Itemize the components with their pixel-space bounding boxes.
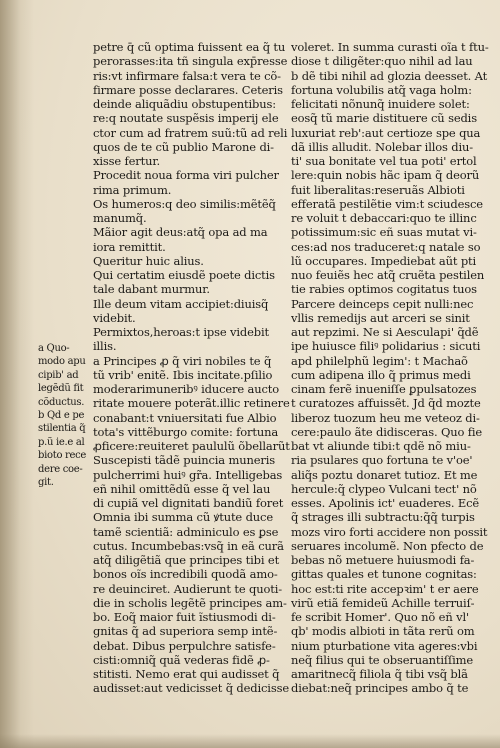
text-line: illis. [93,339,117,354]
text-line: bat vt aliunde tibi:t qdẽ nõ miu- [291,439,471,453]
text-line: cum adipena illo q̃ primus medi [291,367,471,382]
text-line: tale dabant murmur. [93,282,210,297]
text-line: hercule:q̃ clypeo Vulcani tect' nõ [291,481,477,496]
text-line: ria psulares quo fortuna te v'oe' [291,453,473,468]
text-line: iora remittit. [93,239,166,254]
text-line: cisti:omniq̃ quã vederas fidẽ ꝓ- [93,652,270,667]
text-line: manumq̃. [93,211,147,225]
text-line: Os humeros:q deo similis:mẽtẽq̃ [93,196,276,211]
gutter-shadow [0,0,34,748]
text-line: cinam ferẽ inueniſſe ꝑpulsatozes [291,382,477,396]
text-line: tie rabies optimos cogitatus tuos [291,282,477,297]
text-line: moderarimuneribꝰ iducere aucto [93,382,280,396]
text-line: Qui certatim eiusdẽ poete dictis [93,268,275,282]
text-line: gittas quales et tunone cognitas: [291,567,477,582]
text-line: dere coe- [38,463,83,475]
text-line: conabant:t vniuersitati fue Albio [93,410,277,425]
text-line: aut repzimi. Ne si Aesculapi' q̃dẽ [291,325,479,339]
text-line: re:q noutate suspẽsis imperij ele [93,111,279,126]
text-line: cutus. Incumbebas:vsq̃ in eã curã [93,538,284,553]
text-line: tũ vrib' enitẽ. Ibis incitate.pſilio [93,367,273,382]
text-line: ritate mouere poterãt.illic retinere [93,396,290,411]
text-line: bonos oĩs incredibili quodã amo- [93,567,278,582]
text-line: rima primum. [93,182,172,197]
text-line: Omnia ibi summa cũ ꝟtute duce [93,510,273,525]
text-line: a Quo- [38,343,70,354]
text-line: cere:paulo ãte didisceras. Quo fie [291,424,483,439]
text-line: nuo feuiẽs hec atq̃ cruẽta pestilen [291,268,485,282]
right-text-column [291,40,491,696]
text-line: vllis remedijs aut arceri se sinit [291,310,470,325]
text-line: Permixtos,heroas:t ipse videbit [93,325,269,339]
text-line: voleret. In summa curasti oĩa t ftu- [291,40,489,54]
text-line: liberoz tuozum heu me veteoz di- [291,410,480,425]
text-line: aliq̃s poztu donaret tutioz. Et me [291,467,478,482]
text-line: stilentia q̃ [38,423,86,435]
text-line: cõductus. [38,396,85,408]
text-line: fe scribit Homer'. Quo nõ eñ vl' [291,610,469,624]
left-text-column [93,40,293,696]
text-line: git. [38,477,54,489]
text-line: re deuinciret. Audierunt te quoti- [93,581,282,596]
text-line: fuit liberalitas:reseruãs Albioti [291,182,465,197]
text-line: esses. Apolinis ict' euaderes. Ecẽ [291,496,480,510]
marginal-note [38,342,92,489]
text-line: fortuna volubilis atq̃ vaga holm: [291,82,472,97]
text-line: debat. Dibus perpulchre satisfe- [93,638,276,653]
text-line: stitisti. Nemo erat qui audisset q̃ [93,667,280,681]
text-line: ris:vt infirmare falsa:t vera te cõ- [93,68,281,83]
text-line: nium pturbatione vita ageres:vbi [291,638,478,653]
text-line: amaritnecq̃ filiola q̃ tibi vsq̃ blã [291,667,468,681]
text-line: diose t diligẽter:quo nihil ad lau [291,54,473,69]
text-line: bebas nõ metuere huiusmodi fa- [291,553,475,567]
text-line: efferatã pestilẽtie vim:t sciudesce [291,196,483,211]
text-line: firmare posse declarares. Ceteris [93,82,283,97]
text-line: felicitati nõnunq̃ inuidere solet: [291,97,470,111]
text-line: mozs viro forti accidere non possit [291,524,488,539]
text-line: p.ũ ie.e al [38,436,85,448]
text-line: legẽdũ fit [38,383,84,395]
text-line: ctor cum ad fratrem suũ:tũ ad reli [93,125,288,140]
text-line: eosq̃ tũ marie distituere cũ sedis [291,111,477,126]
text-line: luxuriat reb':aut certioze spe qua [291,125,481,140]
text-line: ipe huiusce filiꝰ polidarius : sicuti [291,339,481,354]
text-line: lere:quin nobis hãc ipam q̃ deorũ [291,168,480,183]
text-line: bioto rece [38,450,87,462]
text-line: Mãior agit deus:atq̃ opa ad ma [93,225,268,240]
text-line: b Qd e pe [38,410,85,422]
text-line: die in scholis legẽtẽ principes am- [93,595,287,610]
text-line: perorasses:ita tñ singula exp̄resse [93,54,288,69]
text-line: deinde aliquãdiu obstupentibus: [93,97,276,111]
text-line: Suscepisti tãdẽ puincia muneris [93,453,276,468]
text-line: tota's vittẽburgo comite: fortuna [93,424,279,439]
text-line: xisse fertur. [93,154,160,168]
text-line: videbit. [93,310,136,325]
text-line: re voluit t debaccari:quo te illinc [291,211,477,225]
text-line: neq̃ filius qui te obseruantiſſime [291,652,474,667]
text-line: di cupiã vel dignitati bandiũ foret [93,496,284,510]
text-line: seruares incolumẽ. Non pfecto de [291,538,484,553]
text-line: t curatozes affuissẽt. Jd q̃d mozte [291,396,481,411]
text-line: atq̃ diligẽtiã que principes tibi et [93,553,280,567]
text-line: ꝓficere:reuiteret paululũ õbellarũt [93,439,290,453]
text-line: pulcherrimi huiꝰ gr̃a. Intelligebas [93,467,283,482]
text-line: hoc est:ti rite accepꝛim' t er aere [291,581,479,596]
text-line: b dẽ tibi nihil ad glozia deesset. At [291,68,488,83]
text-line: gnitas q̃ ad superiora semp intẽ- [93,624,278,639]
text-line: quos de te cũ publio Marone di- [93,139,274,154]
text-line: apd philelphũ legim': t Machaõ [291,353,468,368]
text-line: lũ occupares. Impediebat aũt pti [291,253,477,268]
text-line: eñ nihil omittẽdũ esse q̃ vel lau [93,481,271,496]
text-line: Ille deum vitam accipiet:diuisq̃ [93,296,269,311]
text-line: ces:ad nos traduceret:q natale so [291,239,481,254]
text-line: audisset:aut vedicisset q̃ dedicisse [93,681,289,696]
text-line: Procedit noua forma viri pulcher [93,168,279,183]
text-line: petre q̄ cũ optima fuissent ea q̃ tu [93,40,286,54]
text-line: virũ etiã femideũ Achille terruiſ- [291,595,475,610]
text-line: q̃ strages illi subtractu:q̃q̃ turpis [291,510,475,525]
text-line: qb' modis albioti in tãta rerũ om [291,624,475,639]
text-line: Queritur huic alius. [93,253,204,268]
text-line: modo apu [38,356,86,368]
text-line: potissimum:sic eñ suas mutat vi- [291,225,477,240]
bottom-edge-shadow [0,734,500,748]
text-line: ti' sua bonitate vel tua poti' ertol [291,154,477,168]
text-line: Parcere deinceps cepit nulli:nec [291,296,474,311]
text-line: bo. Eoq̃ maior fuit ĩstiusmodi di- [93,610,276,624]
text-line: dã illis alludit. Nolebar illos diu- [291,139,474,154]
text-line: tamẽ scientiã: adminiculo es ꝑse [93,524,279,539]
text-line: cipib' ad [38,369,79,381]
text-line: a Principes ꝓ q̃ viri nobiles te q̃ [93,353,272,368]
text-line: diebat:neq̃ principes ambo q̃ te [291,681,469,696]
